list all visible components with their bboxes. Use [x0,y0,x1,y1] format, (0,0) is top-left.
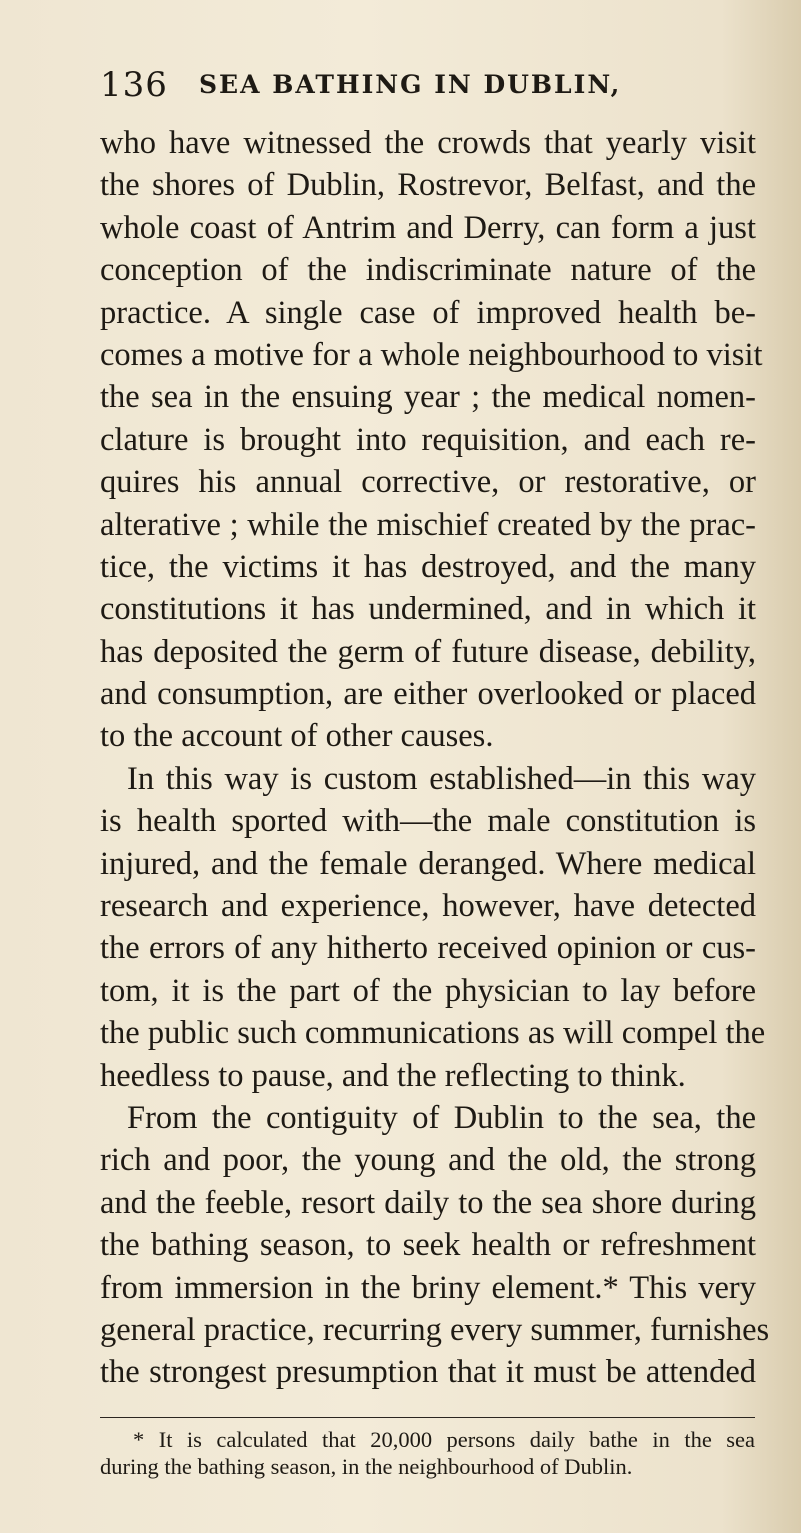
text-line: conception of the indiscriminate nature of the [100,252,756,289]
text-line: research and experience, however, have detected [100,888,756,925]
text-line: the bathing season, to seek health or refreshment [100,1227,756,1264]
text-line: tice, the victims it has destroyed, and the many [100,548,756,585]
text-line: From the contiguity of Dublin to the sea, the [127,1099,756,1136]
text-line: constitutions it has undermined, and in which it [100,591,756,628]
text-line: clature is brought into requisition, and each re- [100,421,756,458]
text-line: the strongest presumption that it must be attended [100,1354,756,1391]
text-line: comes a motive for a whole neighbourhood to visit [100,336,763,373]
text-line: quires his annual corrective, or restorative, or [100,464,756,501]
text-line: tom, it is the part of the physician to lay before [100,972,756,1009]
text-line: heedless to pause, and the reflecting to think. [100,1057,686,1094]
text-line: alterative ; while the mischief created by the prac- [100,506,756,543]
footnote-line: * It is calculated that 20,000 persons daily bathe in the sea [133,1427,755,1452]
text-line: the sea in the ensuing year ; the medical nomen- [100,379,756,416]
text-line: has deposited the germ of future disease, debility, [100,633,756,670]
text-line: general practice, recurring every summer, furnishes [100,1311,770,1348]
footnote [100,1426,755,1480]
text-line: rich and poor, the young and the old, the strong [100,1142,756,1179]
text-line: the shores of Dublin, Rostrevor, Belfast, and the [100,167,756,204]
footnote-rule [100,1417,755,1418]
text-line: whole coast of Antrim and Derry, can form a just [100,209,756,246]
text-line: and the feeble, resort daily to the sea shore during [100,1184,756,1221]
body-text [100,122,770,1394]
text-line: who have witnessed the crowds that yearly visit [100,125,756,161]
text-line: and consumption, are either overlooked or placed [100,676,756,713]
text-line: practice. A single case of improved health be- [100,294,756,331]
text-line: from immersion in the briny element.* This very [100,1269,756,1306]
text-line: the errors of any hitherto received opinion or cus- [100,930,756,967]
text-line: In this way is custom established—in this way [127,760,756,797]
text-line: the public such communications as will compel the [100,1015,766,1052]
text-line: is health sported with—the male constitution is [100,803,756,840]
footnote-line: during the bathing season, in the neighbourhood of Dublin. [100,1454,633,1479]
text-line: to the account of other causes. [100,718,494,755]
page-number: 136 [100,65,168,105]
running-title: SEA BATHING IN DUBLIN, [199,70,622,99]
running-head [100,63,752,107]
text-line: injured, and the female deranged. Where medical [100,845,756,882]
